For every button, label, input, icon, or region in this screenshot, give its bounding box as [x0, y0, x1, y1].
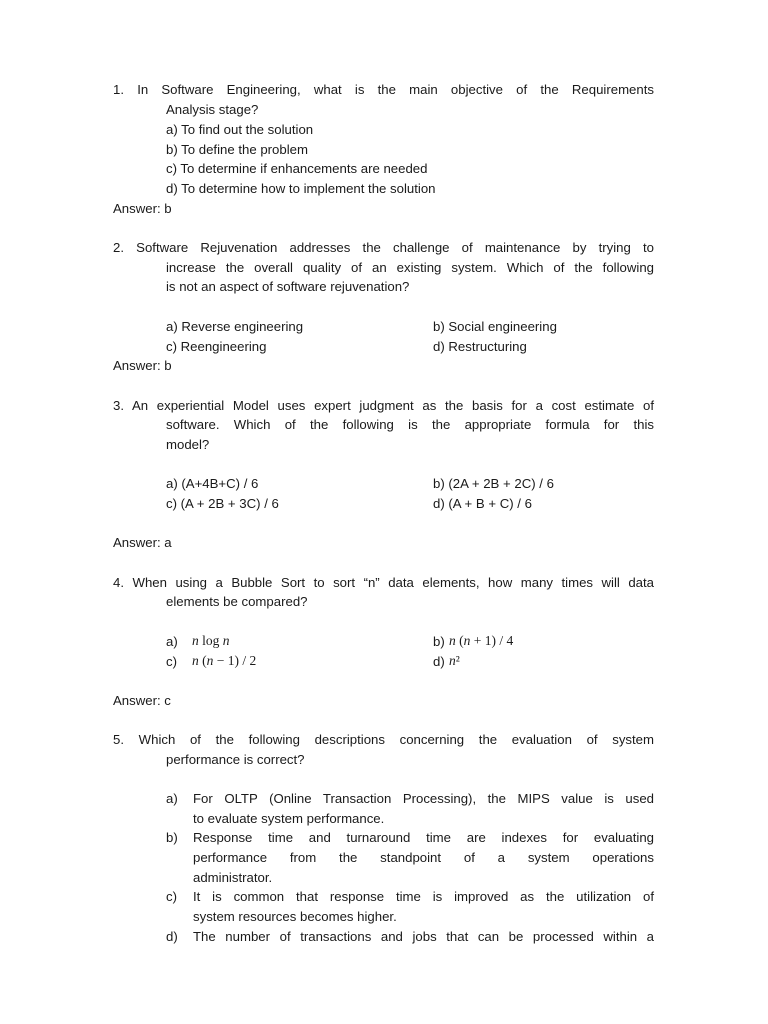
question-4-answer: Answer: c: [113, 693, 171, 708]
question-1-option-c: c) To determine if enhancements are needed: [166, 161, 428, 176]
question-2-answer: Answer: b: [113, 358, 172, 373]
question-4-option-a-formula: n log n: [192, 633, 230, 648]
question-2-option-a: a) Reverse engineering: [166, 319, 304, 334]
question-1-line-1: 1. In Software Engineering, what is the main objective of the Requirements: [113, 82, 654, 97]
question-4-option-d-label: d): [433, 654, 445, 669]
question-1-option-a: a) To find out the solution: [166, 122, 314, 137]
question-2-option-d: d) Restructuring: [433, 339, 527, 354]
question-3-option-c: c) (A + 2B + 3C) / 6: [166, 496, 279, 511]
question-5-option-a-line-1: For OLTP (Online Transaction Processing), the MIPS value is used: [193, 791, 654, 806]
question-4-option-d-formula: n²: [449, 653, 460, 668]
question-4-option-c-formula: n (n − 1) / 2: [192, 653, 257, 668]
question-5-option-c-line-2: system resources becomes higher.: [193, 909, 397, 924]
question-2-line-3: is not an aspect of software rejuvenation?: [166, 279, 410, 294]
question-2-option-c: c) Reengineering: [166, 339, 267, 354]
question-4-option-b-formula: n (n + 1) / 4: [449, 633, 514, 648]
question-4-option-b-label: b): [433, 634, 445, 649]
question-4-option-a-label: a): [166, 634, 178, 649]
question-1-answer: Answer: b: [113, 201, 172, 216]
question-2-line-2: increase the overall quality of an existing system. Which of the following: [166, 260, 654, 275]
question-5-option-d-line-1: The number of transactions and jobs that can be processed within a: [193, 929, 654, 944]
question-4-option-c-label: c): [166, 654, 177, 669]
question-5-option-b-line-3: administrator.: [193, 870, 273, 885]
question-4-line-1: 4. When using a Bubble Sort to sort “n” data elements, how many times will data: [113, 575, 654, 590]
question-5-option-b-line-2: performance from the standpoint of a system operations: [193, 850, 654, 865]
question-3-option-b: b) (2A + 2B + 2C) / 6: [433, 476, 554, 491]
question-5-line-1: 5. Which of the following descriptions concerning the evaluation of system: [113, 732, 654, 747]
question-3-line-2: software. Which of the following is the appropriate formula for this: [166, 417, 654, 432]
question-2-line-1: 2. Software Rejuvenation addresses the challenge of maintenance by trying to: [113, 240, 654, 255]
question-5-option-d-label: d): [166, 929, 178, 944]
question-5-option-c-label: c): [166, 889, 177, 904]
question-3-line-1: 3. An experiential Model uses expert judgment as the basis for a cost estimate of: [113, 398, 654, 413]
question-4-line-2: elements be compared?: [166, 594, 308, 609]
question-1-option-d: d) To determine how to implement the solution: [166, 181, 436, 196]
question-3-option-d: d) (A + B + C) / 6: [433, 496, 532, 511]
question-3-option-a: a) (A+4B+C) / 6: [166, 476, 259, 491]
question-5-option-b-label: b): [166, 830, 178, 845]
question-3-line-3: model?: [166, 437, 210, 452]
question-1-line-2: Analysis stage?: [166, 102, 259, 117]
question-1-option-b: b) To define the problem: [166, 142, 308, 157]
question-5-option-b-line-1: Response time and turnaround time are indexes for evaluating: [193, 830, 654, 845]
question-5-option-c-line-1: It is common that response time is improved as the utilization of: [193, 889, 654, 904]
question-2-option-b: b) Social engineering: [433, 319, 557, 334]
question-5-line-2: performance is correct?: [166, 752, 305, 767]
question-3-answer: Answer: a: [113, 535, 172, 550]
question-5-option-a-line-2: to evaluate system performance.: [193, 811, 385, 826]
question-5-option-a-label: a): [166, 791, 178, 806]
